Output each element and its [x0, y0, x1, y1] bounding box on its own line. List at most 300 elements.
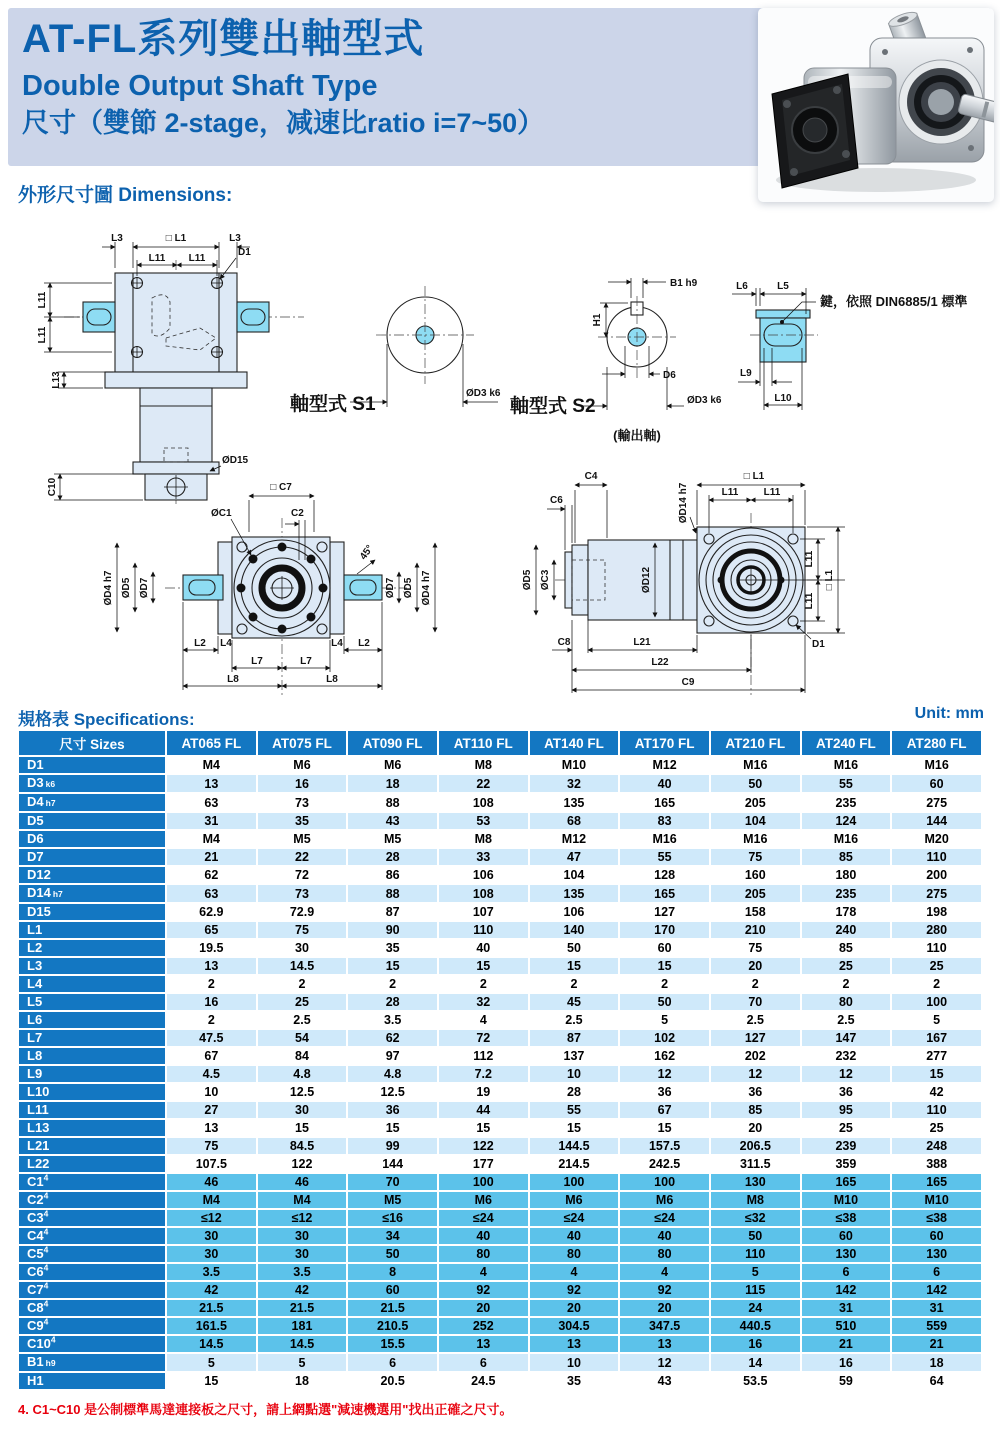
dim-label: L13: [51, 371, 62, 389]
value-cell: 130: [802, 1246, 891, 1262]
value-cell: 359: [802, 1156, 891, 1172]
value-cell: 248: [892, 1138, 981, 1154]
value-cell: 137: [530, 1048, 619, 1064]
value-cell: 167: [892, 1030, 981, 1046]
table-row: [19, 813, 981, 829]
table-row: [19, 1354, 981, 1371]
value-cell: 63: [167, 885, 256, 902]
dim-label: □ L1: [165, 233, 187, 244]
value-cell: 135: [530, 885, 619, 902]
value-cell: 232: [802, 1048, 891, 1064]
value-cell: M5: [258, 831, 347, 847]
value-cell: 140: [530, 922, 619, 938]
value-cell: M16: [711, 831, 800, 847]
dim-label: ØD4 h7: [421, 570, 432, 606]
value-cell: 107.5: [167, 1156, 256, 1172]
dim-label: ØD5: [522, 569, 533, 591]
value-cell: 122: [258, 1156, 347, 1172]
value-cell: 2: [167, 1012, 256, 1028]
value-cell: 84.5: [258, 1138, 347, 1154]
value-cell: ≤38: [892, 1210, 981, 1226]
value-cell: 28: [348, 849, 437, 865]
model-column-header: AT110 FL: [439, 731, 528, 755]
value-cell: 108: [439, 885, 528, 902]
key-standard-note: 鍵，依照 DIN6885/1 標準: [820, 294, 968, 309]
value-cell: 2: [711, 976, 800, 992]
value-cell: ≤24: [620, 1210, 709, 1226]
value-cell: 127: [711, 1030, 800, 1046]
dim-label: L9: [740, 368, 752, 379]
value-cell: 104: [711, 813, 800, 829]
value-cell: 85: [802, 940, 891, 956]
value-cell: 90: [348, 922, 437, 938]
drawing-key-view: [702, 258, 1000, 418]
value-cell: 64: [892, 1373, 981, 1389]
value-cell: 21: [892, 1336, 981, 1352]
value-cell: M16: [802, 757, 891, 773]
value-cell: M4: [167, 757, 256, 773]
value-cell: 80: [802, 994, 891, 1010]
dim-label: □ C7: [270, 482, 292, 493]
dim-label: C9: [681, 677, 695, 688]
value-cell: 130: [892, 1246, 981, 1262]
value-cell: 43: [620, 1373, 709, 1389]
value-cell: 43: [348, 813, 437, 829]
value-cell: 15: [530, 958, 619, 974]
model-column-header: AT240 FL: [802, 731, 891, 755]
value-cell: 14.5: [258, 1336, 347, 1352]
row-label: D1: [19, 757, 165, 773]
value-cell: 559: [892, 1318, 981, 1334]
value-cell: 42: [258, 1282, 347, 1298]
value-cell: 311.5: [711, 1156, 800, 1172]
value-cell: 15.5: [348, 1336, 437, 1352]
dim-label: C8: [557, 637, 571, 648]
value-cell: M10: [802, 1192, 891, 1208]
unit-label: Unit: mm: [914, 705, 984, 722]
value-cell: 80: [620, 1246, 709, 1262]
value-cell: 36: [620, 1084, 709, 1100]
value-cell: 158: [711, 904, 800, 920]
value-cell: M16: [892, 757, 981, 773]
table-row: [19, 1030, 981, 1046]
dim-label: L11: [148, 253, 166, 264]
dim-label: ØD15: [222, 455, 249, 466]
dim-label: □ L1: [743, 471, 765, 482]
value-cell: 30: [258, 940, 347, 956]
row-label: $C5^4$: [19, 1246, 165, 1262]
value-cell: 15: [439, 1120, 528, 1136]
value-cell: 75: [258, 922, 347, 938]
value-cell: M4: [167, 831, 256, 847]
row-label: $C10^4$: [19, 1336, 165, 1352]
row-label: $C6^4$: [19, 1264, 165, 1280]
value-cell: 92: [530, 1282, 619, 1298]
table-row: [19, 904, 981, 920]
value-cell: 31: [167, 813, 256, 829]
row-label: D6: [19, 831, 165, 847]
value-cell: 85: [802, 849, 891, 865]
value-cell: 35: [258, 813, 347, 829]
value-cell: 72: [258, 867, 347, 883]
table-row: [19, 1300, 981, 1316]
value-cell: 16: [711, 1336, 800, 1352]
value-cell: 12: [802, 1066, 891, 1082]
value-cell: 21: [802, 1336, 891, 1352]
value-cell: 73: [258, 794, 347, 811]
value-cell: 60: [348, 1282, 437, 1298]
row-label: L22: [19, 1156, 165, 1172]
row-label: D5: [19, 813, 165, 829]
value-cell: 36: [802, 1084, 891, 1100]
value-cell: 275: [892, 794, 981, 811]
page-subtitle: 尺寸（雙節 2-stage，减速比ratio i=7~50）: [22, 108, 545, 138]
table-row: [19, 1102, 981, 1118]
value-cell: 108: [439, 794, 528, 811]
value-cell: 4: [439, 1264, 528, 1280]
value-cell: ≤24: [530, 1210, 619, 1226]
row-label: D12: [19, 867, 165, 883]
value-cell: M8: [439, 831, 528, 847]
value-cell: 277: [892, 1048, 981, 1064]
value-cell: 87: [348, 904, 437, 920]
value-cell: 2: [167, 976, 256, 992]
value-cell: 122: [439, 1138, 528, 1154]
value-cell: 50: [620, 994, 709, 1010]
value-cell: 19.5: [167, 940, 256, 956]
value-cell: 2.5: [802, 1012, 891, 1028]
value-cell: ≤32: [711, 1210, 800, 1226]
value-cell: 20: [439, 1300, 528, 1316]
row-label: $C2^4$: [19, 1192, 165, 1208]
value-cell: 13: [167, 958, 256, 974]
row-label: L1: [19, 922, 165, 938]
value-cell: 205: [711, 794, 800, 811]
value-cell: 25: [258, 994, 347, 1010]
dim-label: ØD4 h7: [103, 570, 114, 606]
dim-label: ØD7: [385, 577, 396, 599]
value-cell: 16: [258, 775, 347, 792]
value-cell: 16: [167, 994, 256, 1010]
value-cell: 235: [802, 794, 891, 811]
dim-label: D1: [812, 639, 825, 650]
value-cell: 110: [892, 940, 981, 956]
model-column-header: AT140 FL: [530, 731, 619, 755]
value-cell: 50: [530, 940, 619, 956]
value-cell: 99: [348, 1138, 437, 1154]
table-row: [19, 1318, 981, 1334]
dim-label: C2: [291, 508, 304, 519]
value-cell: 47.5: [167, 1030, 256, 1046]
value-cell: 15: [348, 1120, 437, 1136]
value-cell: 10: [530, 1066, 619, 1082]
table-row: [19, 1138, 981, 1154]
value-cell: M10: [892, 1192, 981, 1208]
value-cell: 2: [348, 976, 437, 992]
value-cell: 19: [439, 1084, 528, 1100]
value-cell: 6: [348, 1354, 437, 1371]
table-row: [19, 940, 981, 956]
value-cell: ≤24: [439, 1210, 528, 1226]
value-cell: 12.5: [348, 1084, 437, 1100]
value-cell: 72.9: [258, 904, 347, 920]
spec-heading-row: [18, 705, 984, 730]
value-cell: 161.5: [167, 1318, 256, 1334]
value-cell: 165: [802, 1174, 891, 1190]
dim-label: ØC3: [540, 569, 551, 591]
value-cell: M4: [167, 1192, 256, 1208]
value-cell: M12: [530, 831, 619, 847]
spec-table: [17, 729, 983, 1391]
value-cell: 55: [802, 775, 891, 792]
value-cell: 28: [530, 1084, 619, 1100]
value-cell: 45: [530, 994, 619, 1010]
value-cell: M16: [802, 831, 891, 847]
value-cell: M8: [439, 757, 528, 773]
row-label: D7: [19, 849, 165, 865]
value-cell: 165: [892, 1174, 981, 1190]
value-cell: M12: [620, 757, 709, 773]
table-row: [19, 958, 981, 974]
dim-label: L7: [300, 656, 312, 667]
value-cell: 144: [892, 813, 981, 829]
value-cell: 42: [892, 1084, 981, 1100]
value-cell: 35: [348, 940, 437, 956]
value-cell: 14.5: [167, 1336, 256, 1352]
value-cell: 86: [348, 867, 437, 883]
row-label: D4 h7: [19, 794, 165, 811]
value-cell: 84: [258, 1048, 347, 1064]
value-cell: 20.5: [348, 1373, 437, 1389]
dim-label: L3: [229, 233, 241, 244]
spec-table-title: 規格表 Specifications:: [18, 710, 195, 729]
value-cell: 18: [892, 1354, 981, 1371]
value-cell: 30: [258, 1102, 347, 1118]
value-cell: 46: [167, 1174, 256, 1190]
value-cell: 21.5: [258, 1300, 347, 1316]
value-cell: 88: [348, 794, 437, 811]
value-cell: 55: [620, 849, 709, 865]
value-cell: 165: [620, 885, 709, 902]
value-cell: 10: [530, 1354, 619, 1371]
table-row: [19, 1066, 981, 1082]
row-label: L10: [19, 1084, 165, 1100]
dim-label: L7: [251, 656, 263, 667]
dim-label: C4: [584, 471, 598, 482]
dim-label: L3: [111, 233, 123, 244]
value-cell: 100: [892, 994, 981, 1010]
row-label: D14 h7: [19, 885, 165, 902]
dim-label: B1 h9: [670, 278, 698, 289]
value-cell: 14: [711, 1354, 800, 1371]
value-cell: 15: [348, 958, 437, 974]
dim-label: L22: [651, 657, 669, 668]
value-cell: 12: [620, 1066, 709, 1082]
value-cell: 178: [802, 904, 891, 920]
dim-label: L2: [194, 638, 206, 649]
dim-label: L4: [220, 638, 232, 649]
footnote: 4. C1~C10 是公制標準馬達連接板之尺寸，請上網點選"減速機選用"找出正確之尺寸。: [18, 1402, 513, 1417]
value-cell: 106: [530, 904, 619, 920]
row-label: D3 k6: [19, 775, 165, 792]
value-cell: M16: [620, 831, 709, 847]
value-cell: 42: [167, 1282, 256, 1298]
value-cell: 210: [711, 922, 800, 938]
value-cell: 4.8: [348, 1066, 437, 1082]
dim-label: ØD12: [641, 566, 652, 594]
value-cell: M6: [439, 1192, 528, 1208]
value-cell: ≤12: [167, 1210, 256, 1226]
value-cell: 180: [802, 867, 891, 883]
value-cell: 88: [348, 885, 437, 902]
value-cell: 18: [348, 775, 437, 792]
dim-label: L2: [358, 638, 370, 649]
value-cell: ≤16: [348, 1210, 437, 1226]
dim-label: L21: [633, 637, 651, 648]
row-label: L3: [19, 958, 165, 974]
value-cell: 83: [620, 813, 709, 829]
value-cell: 47: [530, 849, 619, 865]
value-cell: 115: [711, 1282, 800, 1298]
dim-label: □ L1: [824, 569, 835, 591]
row-label: L5: [19, 994, 165, 1010]
value-cell: M6: [258, 757, 347, 773]
model-column-header: AT075 FL: [258, 731, 347, 755]
table-row: [19, 1048, 981, 1064]
dim-label: L11: [188, 253, 206, 264]
value-cell: 85: [711, 1102, 800, 1118]
value-cell: 13: [167, 775, 256, 792]
value-cell: ≤12: [258, 1210, 347, 1226]
table-row: [19, 1084, 981, 1100]
value-cell: 54: [258, 1030, 347, 1046]
value-cell: 21.5: [348, 1300, 437, 1316]
value-cell: 14.5: [258, 958, 347, 974]
value-cell: 206.5: [711, 1138, 800, 1154]
dim-label: ØC1: [211, 508, 232, 519]
dim-label: H1: [592, 313, 603, 327]
row-label: B1 h9: [19, 1354, 165, 1371]
value-cell: 4: [439, 1012, 528, 1028]
value-cell: 97: [348, 1048, 437, 1064]
value-cell: 20: [620, 1300, 709, 1316]
value-cell: 68: [530, 813, 619, 829]
value-cell: 67: [167, 1048, 256, 1064]
value-cell: 510: [802, 1318, 891, 1334]
value-cell: 2: [439, 976, 528, 992]
value-cell: 25: [892, 958, 981, 974]
value-cell: 73: [258, 885, 347, 902]
value-cell: 13: [439, 1336, 528, 1352]
page-header: [22, 14, 544, 140]
value-cell: 200: [892, 867, 981, 883]
row-label: D15: [19, 904, 165, 920]
value-cell: 62: [348, 1030, 437, 1046]
row-label: L21: [19, 1138, 165, 1154]
table-row: [19, 849, 981, 865]
value-cell: 4.8: [258, 1066, 347, 1082]
value-cell: 44: [439, 1102, 528, 1118]
value-cell: 205: [711, 885, 800, 902]
table-row: [19, 994, 981, 1010]
value-cell: 30: [258, 1228, 347, 1244]
drawing-shaft-s1: [288, 252, 506, 422]
value-cell: 6: [439, 1354, 528, 1371]
dim-label: L8: [227, 674, 239, 685]
spec-table-head-row: [19, 731, 981, 755]
dim-label: D6: [663, 370, 676, 381]
value-cell: 127: [620, 904, 709, 920]
dimensions-heading: 外形尺寸圖 Dimensions:: [18, 185, 233, 206]
value-cell: 104: [530, 867, 619, 883]
value-cell: 2: [530, 976, 619, 992]
dim-label: L11: [721, 487, 739, 498]
value-cell: 62: [167, 867, 256, 883]
value-cell: 24: [711, 1300, 800, 1316]
value-cell: 4: [530, 1264, 619, 1280]
shaft-type-s1-label: 軸型式 S1: [290, 394, 376, 415]
gearbox-image: [758, 8, 994, 202]
model-column-header: AT280 FL: [892, 731, 981, 755]
value-cell: 15: [258, 1120, 347, 1136]
table-row: [19, 1336, 981, 1352]
value-cell: 240: [802, 922, 891, 938]
value-cell: 388: [892, 1156, 981, 1172]
drawing-face-view: [15, 460, 475, 710]
value-cell: 72: [439, 1030, 528, 1046]
drawing-side-view: [520, 455, 990, 705]
row-label: $C1^4$: [19, 1174, 165, 1190]
dim-label: 45°: [358, 543, 376, 562]
value-cell: 112: [439, 1048, 528, 1064]
table-row: [19, 1282, 981, 1298]
value-cell: 124: [802, 813, 891, 829]
value-cell: 5: [258, 1354, 347, 1371]
value-cell: 55: [530, 1102, 619, 1118]
value-cell: 130: [711, 1174, 800, 1190]
value-cell: 15: [530, 1120, 619, 1136]
dim-label: C10: [47, 477, 58, 497]
value-cell: 181: [258, 1318, 347, 1334]
value-cell: 25: [802, 1120, 891, 1136]
value-cell: 13: [620, 1336, 709, 1352]
value-cell: M16: [711, 757, 800, 773]
value-cell: 110: [892, 849, 981, 865]
output-shaft-label: (輸出軸): [613, 428, 661, 443]
value-cell: 70: [348, 1174, 437, 1190]
value-cell: 87: [530, 1030, 619, 1046]
value-cell: 80: [439, 1246, 528, 1262]
table-row: [19, 976, 981, 992]
value-cell: 102: [620, 1030, 709, 1046]
value-cell: 70: [711, 994, 800, 1010]
value-cell: 165: [620, 794, 709, 811]
value-cell: 10: [167, 1084, 256, 1100]
value-cell: 280: [892, 922, 981, 938]
dim-label: ØD14 h7: [678, 482, 689, 524]
value-cell: 20: [530, 1300, 619, 1316]
value-cell: 60: [892, 775, 981, 792]
value-cell: 100: [620, 1174, 709, 1190]
value-cell: 22: [258, 849, 347, 865]
value-cell: 63: [167, 794, 256, 811]
table-row: [19, 1174, 981, 1190]
row-label: $C4^4$: [19, 1228, 165, 1244]
table-row: [19, 1192, 981, 1208]
value-cell: 16: [802, 1354, 891, 1371]
table-row: [19, 1246, 981, 1262]
dim-label: ØD3 k6: [466, 388, 501, 399]
